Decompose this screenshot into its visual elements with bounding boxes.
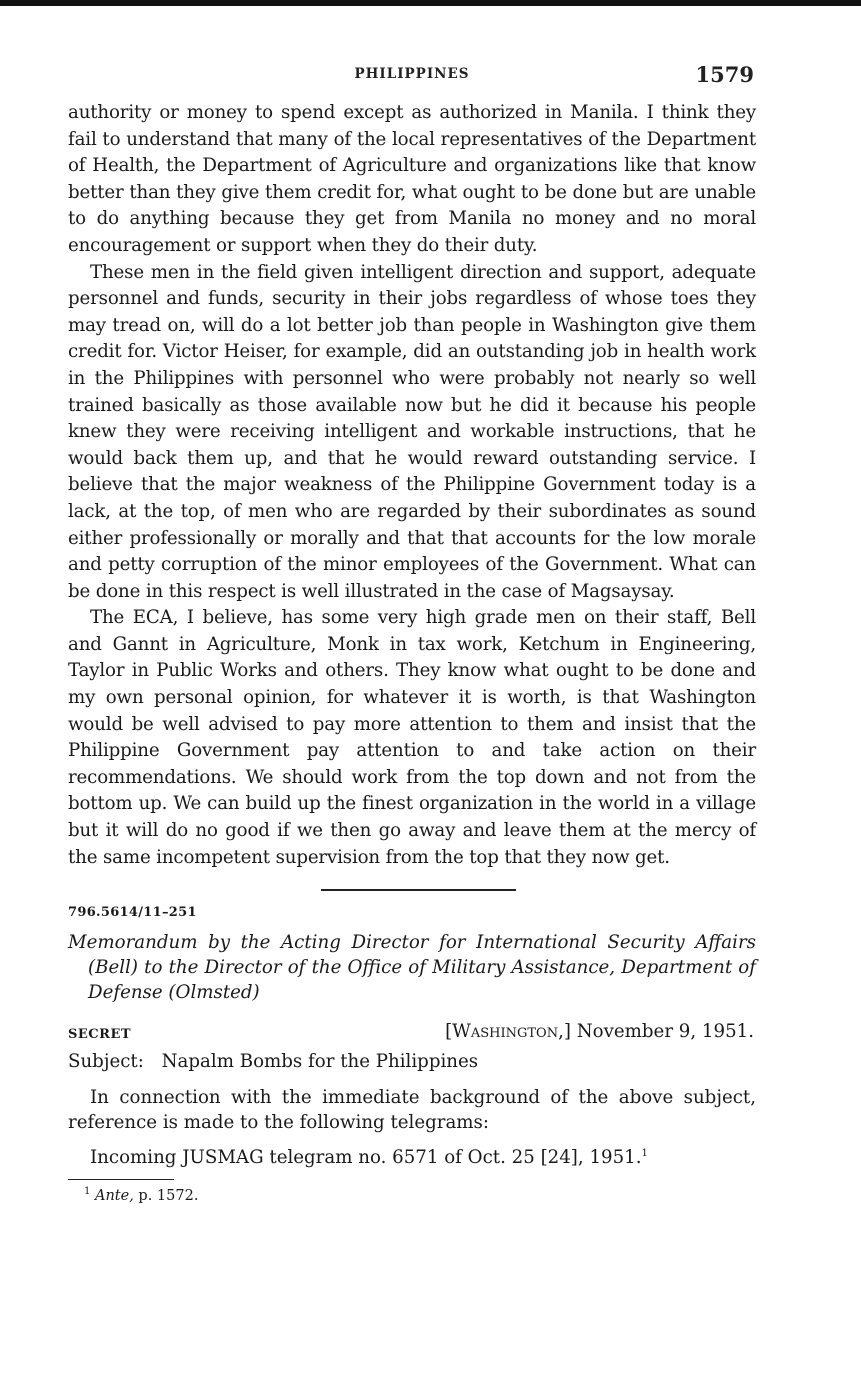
dateline — [445, 1021, 754, 1042]
subject-line — [68, 1049, 756, 1075]
classification-line — [68, 1021, 756, 1047]
telegram-reference — [68, 1145, 756, 1171]
classification-label: SECRET — [68, 1027, 132, 1043]
page-header — [68, 60, 756, 100]
file-number: 796.5614/11–251 — [68, 905, 197, 921]
intro-paragraph: In connection with the immediate background of the above subject, reference is made to the following telegrams: — [68, 1087, 756, 1134]
footnote-divider — [68, 1179, 174, 1180]
running-head: PHILIPPINES — [354, 66, 470, 82]
paragraph-continued: authority or money to spend except as authorized in Manila. I think they fail to understand that many of the local representatives of the Department of Health, the Department of Agriculture and organizations like that know better than they give them credit for, what ought to be done but are unable to do anything because they get from Manila no money and no moral encouragement or support when they do their duty. — [68, 102, 756, 256]
top-edge-rule — [0, 0, 861, 6]
subject-text: Napalm Bombs for the Philippines — [161, 1051, 479, 1073]
paragraph-eca: The ECA, I believe, has some very high grade men on their staff, Bell and Gannt in Agriculture, Monk in tax work, Ketchum in Engineering, Taylor in Public Works and others. They know what ought to be done and my own personal opinion, for whatever it is worth, is that Washington would be well advised to pay more attention to them and insist that the Philippine Government pay attention to and take action on their recommendations. We should work from the top down and not from the bottom up. We can build up the finest organization in the world in a village but it will do no good if we then go away and leave them at the mercy of the same incompetent supervision from the top that they now get. — [68, 607, 756, 868]
dateline-place: [Washington,] — [445, 1021, 571, 1043]
footnote — [68, 1188, 756, 1204]
document-page — [68, 60, 756, 1204]
body-text — [68, 100, 756, 871]
footnote-ante: Ante, — [94, 1188, 134, 1205]
telegram-text: Incoming JUSMAG telegram no. 6571 of Oct. 25 [24], 1951. — [90, 1147, 642, 1169]
subject-label: Subject: — [68, 1051, 144, 1073]
dateline-date: November 9, 1951. — [576, 1021, 754, 1043]
page-number: 1579 — [695, 62, 754, 87]
section-divider — [321, 889, 516, 891]
paragraph-field-men: These men in the field given intelligent direction and support, adequate personnel and funds, security in their jobs regardless of whose toes they may tread on, will do a lot better job than people in Washington give them credit for. Victor Heiser, for example, did an outstanding job in health work in the Philippines with personnel who were probably not nearly so well trained basically as those available now but he did it because his people knew they were receiving intelligent and workable instructions, that he would back them up, and that he would reward outstanding service. I believe that the major weakness of the Philippine Government today is a lack, at the top, of men who are regarded by their subordinates as sound either professionally or morally and that that accounts for the low morale and petty corruption of the minor employees of the Government. What can be done in this respect is well illustrated in the case of Magsaysay. — [68, 261, 756, 602]
footnote-text: p. 1572. — [138, 1188, 199, 1205]
footnote-marker: 1 — [84, 1186, 91, 1198]
memo-title: Memorandum by the Acting Director for International Security Affairs (Bell) to the Director of the Office of Military Assistance, Department of Defense (Olmsted) — [68, 932, 756, 1004]
footnote-ref: 1 — [641, 1148, 648, 1160]
